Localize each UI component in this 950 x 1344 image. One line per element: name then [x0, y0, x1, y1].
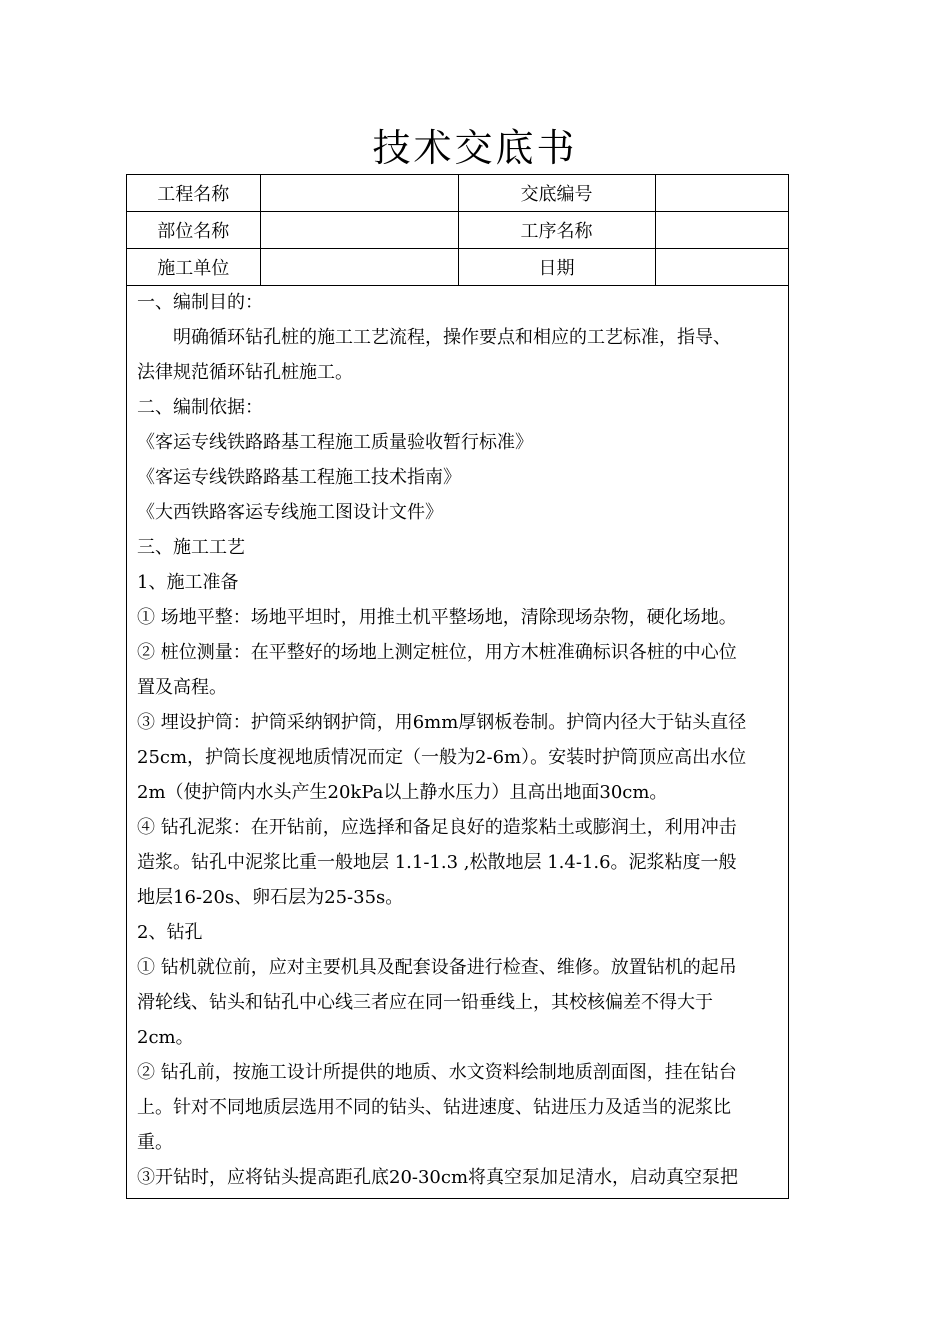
section-heading-basis: 二、编制依据：	[137, 397, 263, 418]
unit-label: 施工单位	[127, 249, 260, 286]
section-heading-process: 三、施工工艺	[137, 537, 245, 558]
subsection-heading-drilling: 2、钻孔	[137, 922, 203, 943]
body-line: 置及高程。	[137, 677, 227, 698]
body-line: 2cm。	[137, 1027, 194, 1048]
disclosure-no-label: 交底编号	[458, 175, 655, 212]
body-line: ③ 埋设护筒：护筒采纳钢护筒，用6mm厚钢板卷制。护筒内径大于钻头直径	[137, 712, 747, 733]
subsection-heading-preparation: 1、施工准备	[137, 572, 239, 593]
disclosure-no-field[interactable]	[655, 175, 788, 212]
body-line: 上。针对不同地质层选用不同的钻头、钻进速度、钻进压力及适当的泥浆比	[137, 1097, 731, 1118]
body-line: ② 桩位测量：在平整好的场地上测定桩位，用方木桩准确标识各桩的中心位	[137, 642, 737, 663]
body-line: ① 钻机就位前，应对主要机具及配套设备进行检查、维修。放置钻机的起吊	[137, 957, 737, 978]
body-line: 滑轮线、钻头和钻孔中心线三者应在同一铅垂线上，其校核偏差不得大于	[137, 992, 713, 1013]
project-name-field[interactable]	[260, 175, 458, 212]
body-line: 2m（使护筒内水头产生20kPa以上静水压力）且高出地面30cm。	[137, 782, 668, 803]
section-heading-purpose: 一、编制目的：	[137, 292, 263, 313]
date-field[interactable]	[655, 249, 788, 286]
reference-item: 《大西铁路客运专线施工图设计文件》	[137, 502, 443, 523]
body-line: ② 钻孔前，按施工设计所提供的地质、水文资料绘制地质剖面图，挂在钻台	[137, 1062, 737, 1083]
disclosure-content	[137, 285, 782, 1195]
date-label: 日期	[458, 249, 655, 286]
project-name-label: 工程名称	[127, 175, 260, 212]
unit-field[interactable]	[260, 249, 458, 286]
header-row-part	[127, 212, 788, 249]
reference-item: 《客运专线铁路路基工程施工技术指南》	[137, 467, 461, 488]
process-name-field[interactable]	[655, 212, 788, 249]
body-line: 法律规范循环钻孔桩施工。	[137, 362, 353, 383]
page-title: 技术交底书	[372, 126, 578, 170]
header-row-unit	[127, 249, 788, 286]
header-table	[127, 175, 788, 286]
body-line: ④ 钻孔泥浆：在开钻前，应选择和备足良好的造浆粘土或膨润土，利用冲击	[137, 817, 737, 838]
body-line: ① 场地平整：场地平坦时，用推土机平整场地，清除现场杂物，硬化场地。	[137, 607, 737, 628]
body-line: 造浆。钻孔中泥浆比重一般地层 1.1-1.3 ,松散地层 1.4-1.6。泥浆粘度一般	[137, 852, 737, 873]
body-line: 25cm，护筒长度视地质情况而定（一般为2-6m）。安装时护筒顶应高出水位	[137, 747, 747, 768]
process-name-label: 工序名称	[458, 212, 655, 249]
part-name-field[interactable]	[260, 212, 458, 249]
body-line: ③开钻时，应将钻头提高距孔底20-30cm将真空泵加足清水，启动真空泵把	[137, 1167, 739, 1188]
reference-item: 《客运专线铁路路基工程施工质量验收暂行标准》	[137, 432, 533, 453]
disclosure-form	[126, 174, 789, 1199]
body-line: 地层16-20s、卵石层为25-35s。	[137, 887, 404, 908]
part-name-label: 部位名称	[127, 212, 260, 249]
header-row-project	[127, 175, 788, 212]
body-line: 重。	[137, 1132, 173, 1153]
body-line: 明确循环钻孔桩的施工工艺流程，操作要点和相应的工艺标准，指导、	[173, 327, 731, 348]
